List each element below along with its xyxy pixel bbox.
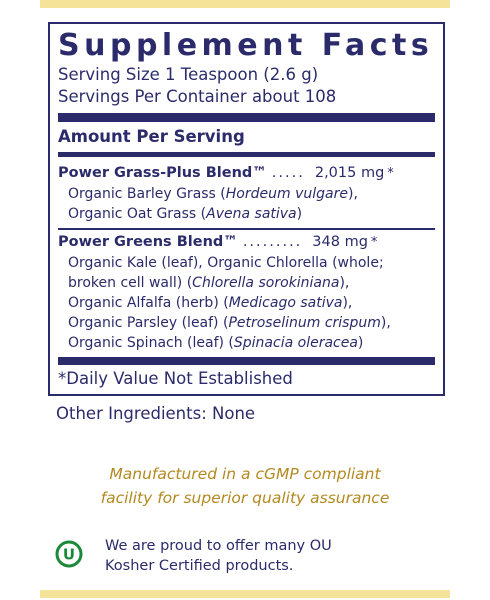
kosher-line-2: Kosher Certified products.: [105, 558, 294, 574]
ingredient-line: [58, 253, 435, 273]
ingredient-latin-name: Petroselinum crispum: [228, 315, 381, 331]
ingredient-text: Organic Parsley (leaf) (: [68, 315, 229, 331]
ingredient-latin-name: Medicago sativa: [228, 295, 343, 311]
ou-badge-letter: U: [62, 545, 76, 564]
servings-per-container: Servings Per Container about 108: [58, 87, 337, 106]
ingredient-line: [58, 273, 435, 293]
top-decorative-bar: [40, 0, 450, 8]
blend-name: Power Grass-Plus Blend™: [58, 165, 267, 181]
blend-amount: 348 mg: [312, 234, 368, 250]
leader-dots: .........: [242, 234, 303, 250]
ingredient-text: Organic Barley Grass (: [68, 186, 226, 202]
manufacturing-line-2: facility for superior quality assurance: [100, 489, 390, 507]
ingredient-end: ),: [342, 295, 353, 311]
blend-section-2: [58, 232, 435, 353]
kosher-line-1: We are proud to offer many OU: [105, 538, 332, 554]
ingredient-end: ): [296, 206, 303, 222]
ingredient-end: ),: [339, 275, 350, 291]
ingredient-line: [58, 204, 435, 224]
other-ingredients: Other Ingredients: None: [56, 404, 256, 423]
serving-size: Serving Size 1 Teaspoon (2.6 g): [58, 65, 319, 84]
blend-amount: 2,015 mg: [314, 165, 385, 181]
thick-divider-bottom: [58, 357, 435, 365]
thin-divider: [58, 228, 435, 230]
ingredient-latin-name: Avena sativa: [206, 206, 297, 222]
ingredient-latin-name: Chlorella sorokiniana: [192, 275, 340, 291]
daily-value-note: *Daily Value Not Established: [58, 369, 293, 388]
ingredient-latin-name: Hordeum vulgare: [225, 186, 348, 202]
ingredient-line: [58, 293, 435, 313]
ingredient-text: Organic Alfalfa (herb) (: [68, 295, 229, 311]
blend-row: [58, 163, 435, 184]
ingredient-end: ): [357, 335, 364, 351]
panel-title: Supplement Facts: [58, 28, 434, 63]
ingredient-line: [58, 184, 435, 204]
blend-name: Power Greens Blend™: [58, 234, 238, 250]
ingredient-line: [58, 333, 435, 353]
ingredient-text: Organic Oat Grass (: [68, 206, 207, 222]
ingredient-text: Organic Kale (leaf), Organic Chlorella (whole;: [68, 255, 384, 271]
ingredient-latin-name: Spinacia oleracea: [233, 335, 358, 351]
ingredient-end: ),: [380, 315, 391, 331]
amount-per-serving-header: Amount Per Serving: [58, 127, 245, 146]
blend-row: [58, 232, 435, 253]
blend-section-1: [58, 163, 435, 224]
thick-divider: [58, 113, 435, 122]
footnote-mark: *: [370, 235, 378, 250]
manufacturing-statement: [0, 462, 490, 510]
ingredient-line: [58, 313, 435, 333]
ou-kosher-icon: [55, 540, 83, 568]
ingredient-text: Organic Spinach (leaf) (: [68, 335, 234, 351]
kosher-statement: [105, 536, 332, 576]
ingredient-text: broken cell wall) (: [68, 275, 193, 291]
manufacturing-line-1: Manufactured in a cGMP compliant: [109, 465, 381, 483]
ingredient-end: ),: [347, 186, 358, 202]
leader-dots: .....: [271, 165, 305, 181]
supplement-facts-panel: [48, 22, 445, 396]
medium-divider: [58, 152, 435, 157]
footnote-mark: *: [387, 166, 394, 181]
bottom-decorative-bar: [40, 590, 450, 598]
